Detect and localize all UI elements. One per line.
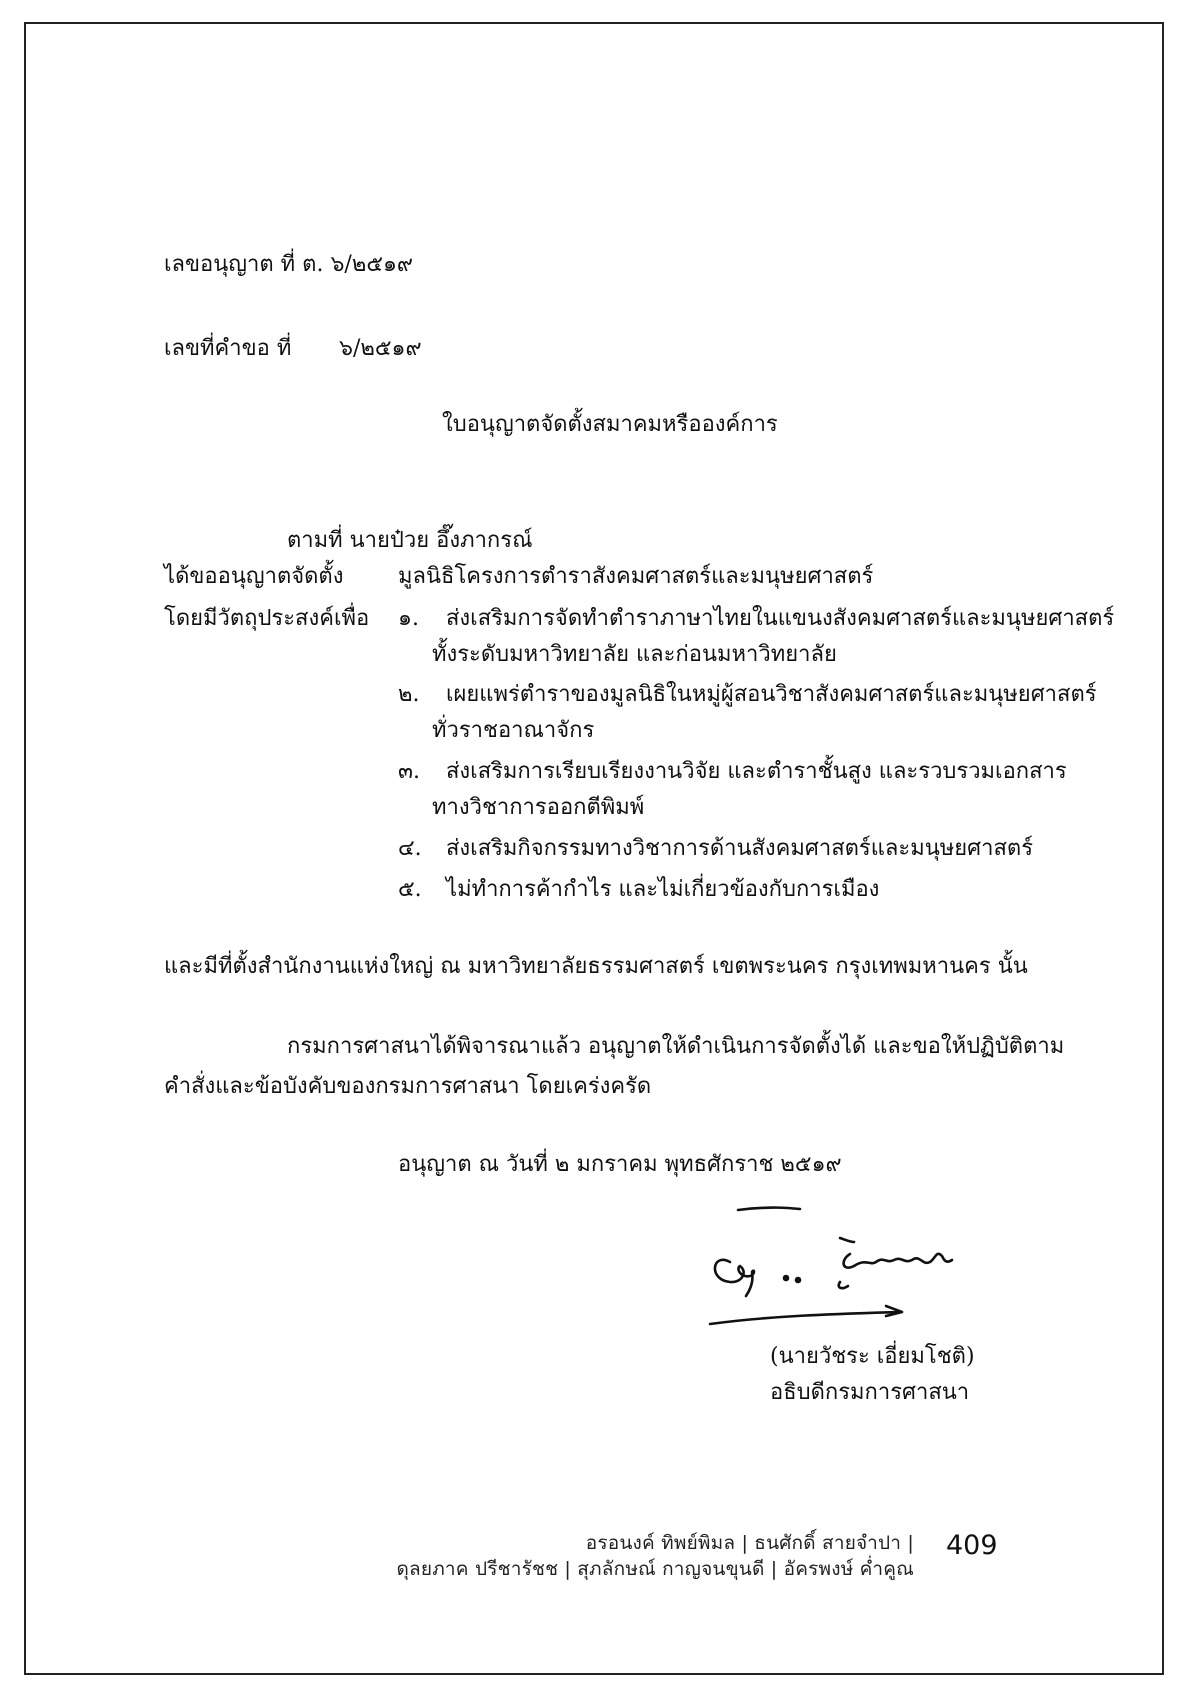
document-title: ใบอนุญาตจัดตั้งสมาคมหรือองค์การ [442,412,778,437]
permit-date: อนุญาต ณ วันที่ ๒ มกราคม พุทธศักราช ๒๕๑๙ [398,1152,842,1177]
applicant-line: ตามที่ นายป๋วย อึ๊งภากรณ์ [287,528,533,553]
objective-text: ส่งเสริมกิจกรรมทางวิชาการด้านสังคมศาสตร์และมนุษยศาสตร์ [446,836,1034,861]
objective-text: ส่งเสริมการเรียบเรียงงานวิจัย และตำราชั้นสูง และรวบรวมเอกสาร [446,759,1067,784]
license-number: เลขอนุญาต ที่ ต. ๖/๒๕๑๙ [164,252,414,277]
request-number-value: ๖/๒๕๑๙ [339,336,422,361]
objective-number: ๓. [398,759,421,784]
request-number-label: เลขที่คำขอ ที่ [164,336,292,361]
objective-number: ๕. [398,877,422,902]
approval-line-continued: คำสั่งและข้อบังคับของกรมการศาสนา โดยเคร่งครัด [164,1074,652,1099]
footer-authors-line2: ดุลยภาค ปรีชารัชช | สุภลักษณ์ กาญจนขุนดี | อัครพงษ์ ค่ำคูณ [396,1558,914,1580]
objective-text: เผยแพร่ตำราของมูลนิธิในหมู่ผู้สอนวิชาสังคมศาสตร์และมนุษยศาสตร์ [446,682,1097,707]
establish-label: ได้ขออนุญาตจัดตั้ง [164,564,344,589]
objective-number: ๑. [398,606,419,631]
objectives-label: โดยมีวัตถุประสงค์เพื่อ [164,606,370,631]
establish-value: มูลนิธิโครงการตำราสังคมศาสตร์และมนุษยศาสตร์ [398,564,874,589]
handwritten-signature [690,1198,1030,1333]
objective-text-continued: ทางวิชาการออกตีพิมพ์ [432,795,645,820]
objective-text-continued: ทั่วราชอาณาจักร [432,718,595,743]
objective-number: ๔. [398,836,422,861]
page-number: 409 [946,1530,998,1561]
objective-number: ๒. [398,682,420,707]
objective-text-continued: ทั้งระดับมหาวิทยาลัย และก่อนมหาวิทยาลัย [432,642,837,667]
footer-authors-line1: อรอนงค์ ทิพย์พิมล | ธนศักดิ์ สายจำปา | [585,1532,914,1554]
approval-line: กรมการศาสนาได้พิจารณาแล้ว อนุญาตให้ดำเนินการจัดตั้งได้ และขอให้ปฏิบัติตาม [287,1034,1065,1059]
signatory-title: อธิบดีกรมการศาสนา [770,1380,970,1405]
objective-text: ส่งเสริมการจัดทำตำราภาษาไทยในแขนงสังคมศาสตร์และมนุษยศาสตร์ [446,606,1115,631]
objective-text: ไม่ทำการค้ากำไร และไม่เกี่ยวข้องกับการเมือง [446,877,880,902]
headquarters-line: และมีที่ตั้งสำนักงานแห่งใหญ่ ณ มหาวิทยาลัยธรรมศาสตร์ เขตพระนคร กรุงเทพมหานคร นั้น [164,954,1028,979]
signatory-name: (นายวัชระ เอี่ยมโชติ) [770,1344,975,1369]
